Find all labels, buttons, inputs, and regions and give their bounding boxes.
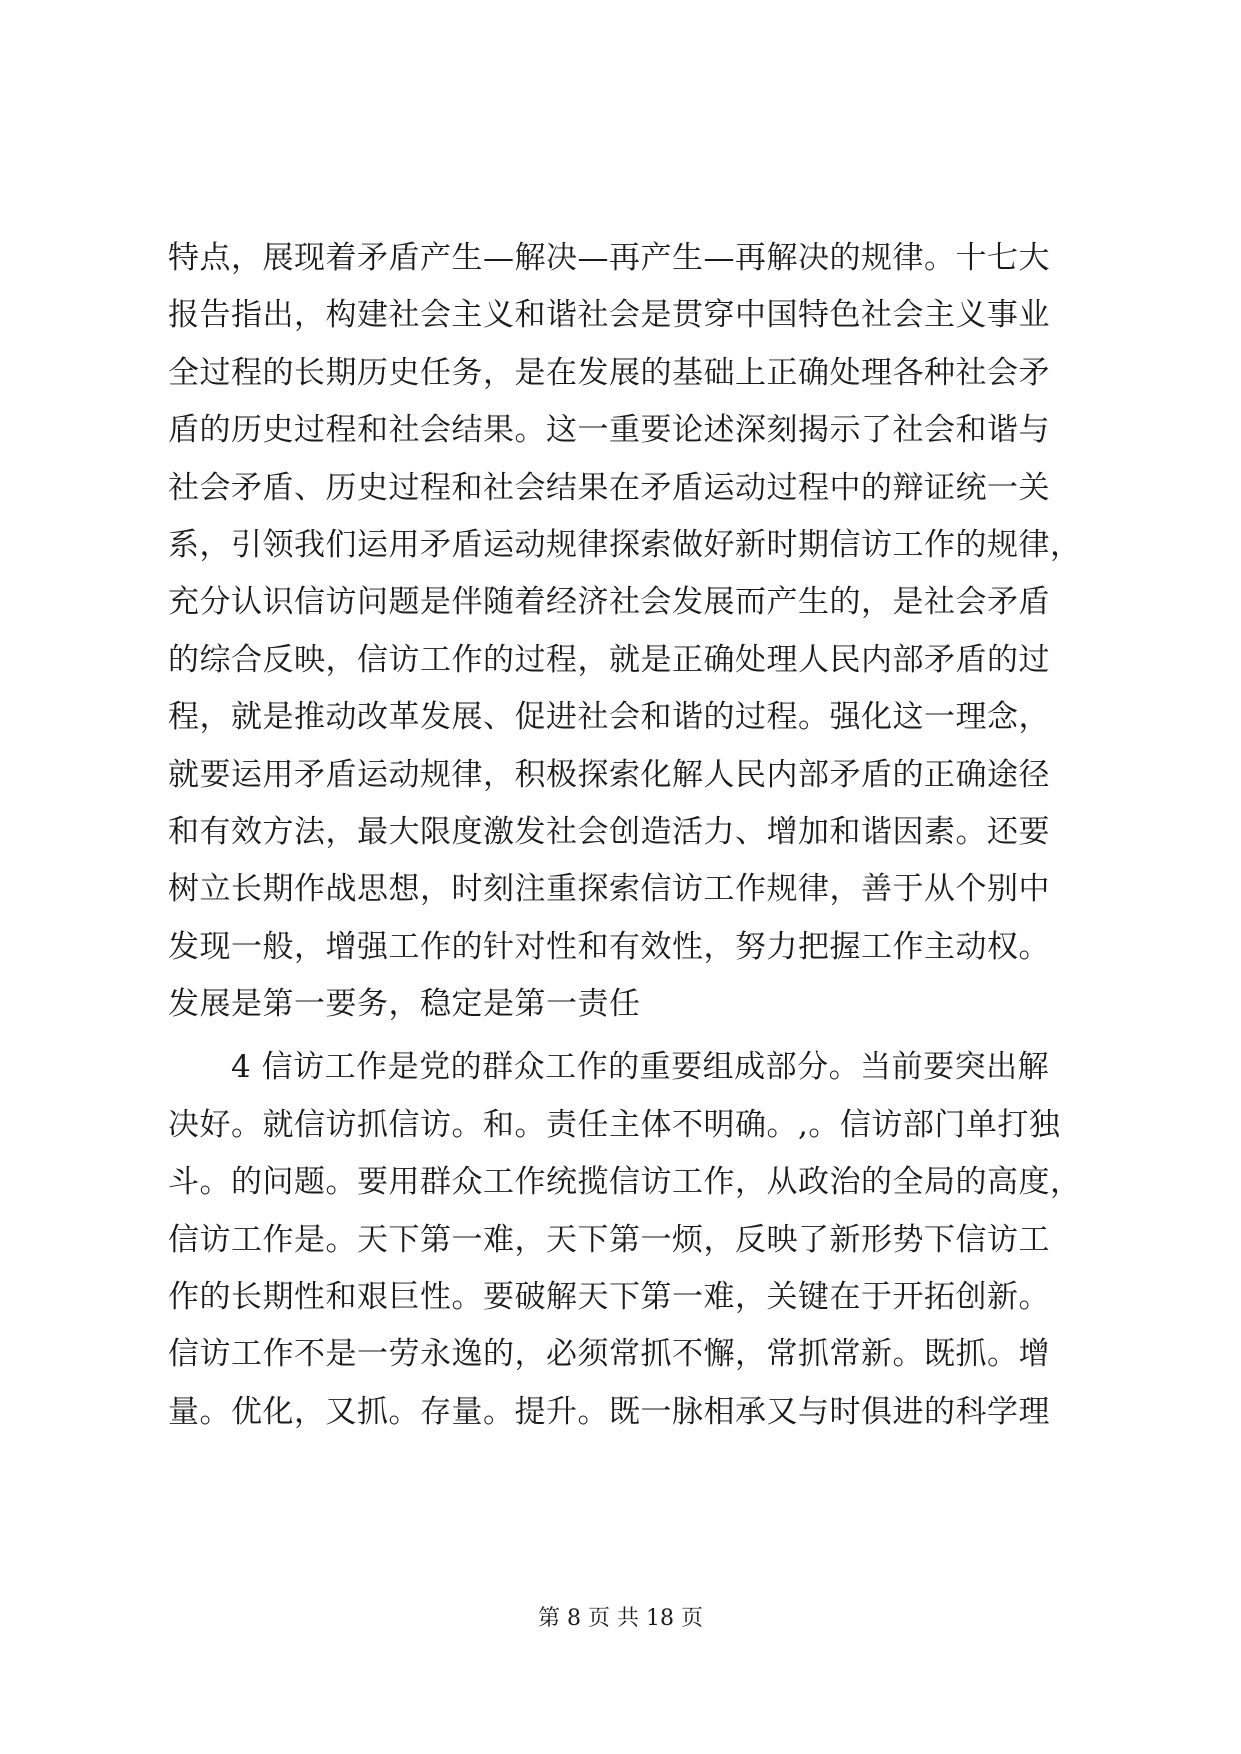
text-line: 4 信访工作是党的群众工作的重要组成部分。当前要突出解: [168, 1049, 1050, 1086]
page-indicator: 第 8 页 共 18 页: [538, 1606, 703, 1631]
text-line: 特点，展现着矛盾产生—解决—再产生—再解决的规律。十七大: [168, 240, 1050, 276]
text-line: 充分认识信访问题是伴随着经济社会发展而产生的，是社会矛盾: [168, 584, 1050, 621]
text-line: 就要运用矛盾运动规律，积极探索化解人民内部矛盾的正确途径: [168, 756, 1050, 793]
page-footer: [0, 1604, 1241, 1634]
text-line: 树立长期作战思想，时刻注重探索信访工作规律，善于从个别中: [168, 871, 1050, 908]
text-line: 社会矛盾、历史过程和社会结果在矛盾运动过程中的辩证统一关: [168, 469, 1050, 506]
text-line: 发现一般，增强工作的针对性和有效性，努力把握工作主动权。: [168, 928, 1050, 965]
text-line: 信访工作不是一劳永逸的，必须常抓不懈，常抓常新。既抓。增: [168, 1336, 1050, 1373]
text-line: 作的长期性和艰巨性。要破解天下第一难，关键在于开拓创新。: [168, 1279, 1050, 1316]
text-line: 系，引领我们运用矛盾运动规律探索做好新时期信访工作的规律，: [168, 526, 1082, 563]
text-line: 程，就是推动改革发展、促进社会和谐的过程。强化这一理念，: [168, 699, 1050, 736]
text-line: 发展是第一要务，稳定是第一责任: [168, 986, 641, 1023]
text-line: 信访工作是。天下第一难，天下第一烦，反映了新形势下信访工: [168, 1221, 1050, 1258]
body-text: [168, 230, 1088, 1441]
text-line: 决好。就信访抓信访。和。责任主体不明确。,。信访部门单打独: [168, 1106, 1061, 1143]
text-line: 斗。的问题。要用群众工作统揽信访工作，从政治的全局的高度，: [168, 1164, 1082, 1201]
paragraph-1: [168, 230, 1088, 1033]
text-line: 量。优化，又抓。存量。提升。既一脉相承又与时俱进的科学理: [168, 1393, 1050, 1430]
text-line: 盾的历史过程和社会结果。这一重要论述深刻揭示了社会和谐与: [168, 412, 1050, 449]
text-line: 报告指出，构建社会主义和谐社会是贯穿中国特色社会主义事业: [168, 297, 1050, 334]
text-line: 全过程的长期历史任务，是在发展的基础上正确处理各种社会矛: [168, 354, 1050, 391]
paragraph-2: [168, 1039, 1088, 1441]
text-line: 和有效方法，最大限度激发社会创造活力、增加和谐因素。还要: [168, 813, 1050, 850]
text-line: 的综合反映，信访工作的过程，就是正确处理人民内部矛盾的过: [168, 641, 1050, 678]
